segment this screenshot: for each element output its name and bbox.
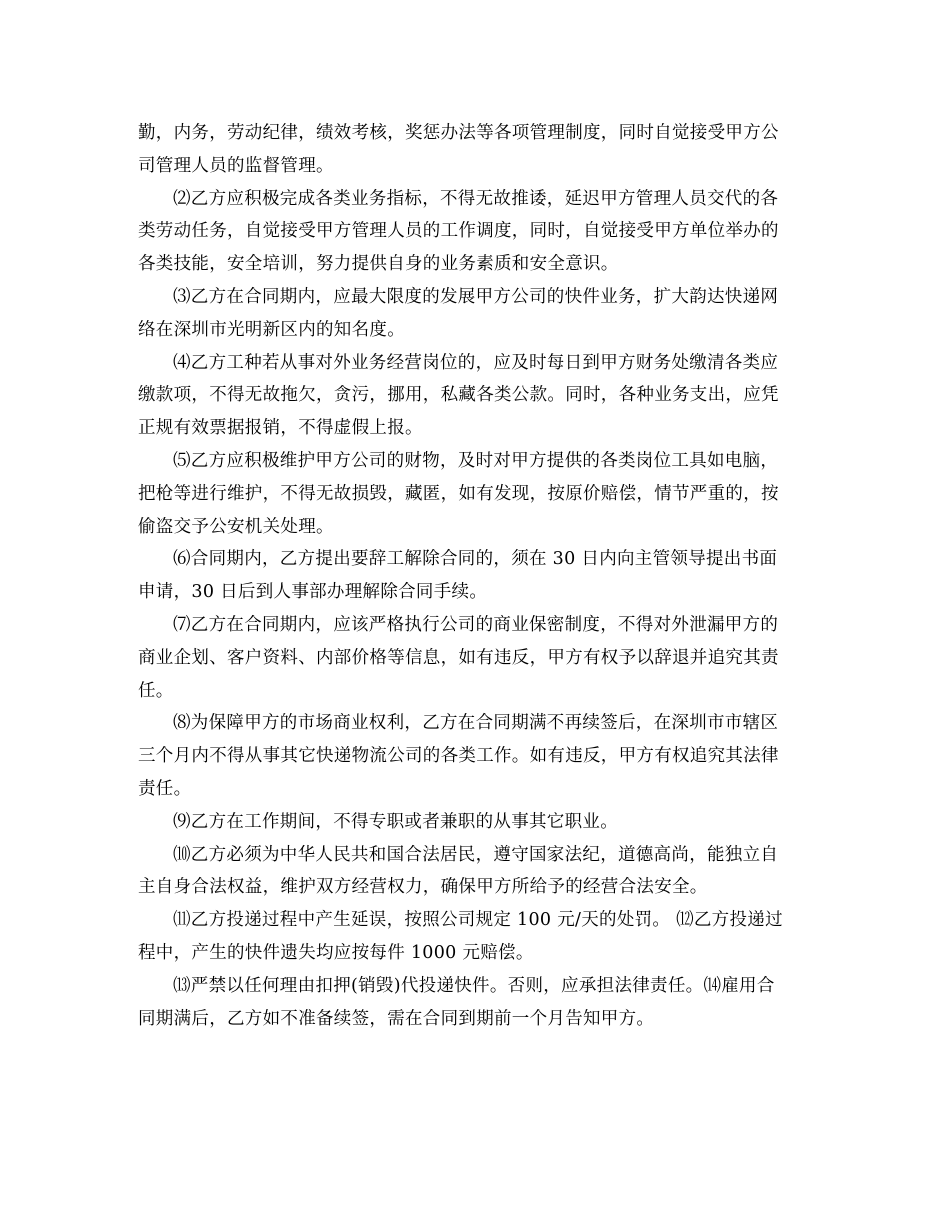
text-line: 各类技能，安全培训，努力提供自身的业务素质和安全意识。 — [138, 254, 619, 275]
text-line: 络在深圳市光明新区内的知名度。 — [138, 319, 405, 340]
text-line: ⑵乙方应积极完成各类业务指标，不得无故推诿，延迟甲方管理人员交代的各 — [173, 188, 779, 209]
text-line: 类劳动任务，自觉接受甲方管理人员的工作调度，同时，自觉接受甲方单位举办的 — [138, 221, 779, 242]
text-line: ⑹合同期内，乙方提出要辞工解除合同的，须在 30 日内向主管领导提出书面 — [173, 549, 778, 570]
text-line: ⑼乙方在工作期间，不得专职或者兼职的从事其它职业。 — [173, 811, 618, 832]
text-line: ⑷乙方工种若从事对外业务经营岗位的，应及时每日到甲方财务处缴清各类应 — [173, 352, 779, 373]
text-line: 同期满后，乙方如不准备续签，需在合同到期前一个月告知甲方。 — [138, 1008, 655, 1029]
text-line: 程中，产生的快件遗失均应按每件 1000 元赔偿。 — [138, 942, 534, 963]
text-line: ⒀严禁以任何理由扣押(销毁)代投递快件。否则，应承担法律责任。⒁雇用合 — [173, 975, 775, 996]
text-line: 正规有效票据报销，不得虚假上报。 — [138, 418, 423, 439]
text-line: 把枪等进行维护，不得无故损毁，藏匿，如有发现，按原价赔偿，情节严重的，按 — [138, 483, 779, 504]
text-line: 偷盗交予公安机关处理。 — [138, 516, 334, 537]
text-line: 三个月内不得从事其它快递物流公司的各类工作。如有违反，甲方有权追究其法律 — [138, 746, 779, 767]
text-line: 责任。 — [138, 778, 192, 799]
text-line: 申请，30 日后到人事部办理解除合同手续。 — [138, 582, 488, 603]
text-line: 主自身合法权益，维护双方经营权力，确保甲方所给予的经营合法安全。 — [138, 877, 708, 898]
text-line: 勤，内务，劳动纪律，绩效考核，奖惩办法等各项管理制度，同时自觉接受甲方公 — [138, 123, 779, 143]
text-line: 缴款项，不得无故拖欠，贪污，挪用，私藏各类公款。同时，各种业务支出，应凭 — [138, 385, 779, 406]
text-line: ⑺乙方在合同期内，应该严格执行公司的商业保密制度，不得对外泄漏甲方的 — [173, 614, 779, 635]
text-line: 任。 — [138, 680, 174, 701]
text-line: 司管理人员的监督管理。 — [138, 155, 334, 176]
document-body — [138, 117, 814, 1035]
text-line: 商业企划、客户资料、内部价格等信息，如有违反，甲方有权予以辞退并追究其责 — [138, 647, 779, 668]
text-line: ⑸乙方应积极维护甲方公司的财物，及时对甲方提供的各类岗位工具如电脑， — [173, 450, 779, 471]
text-line: ⑶乙方在合同期内，应最大限度的发展甲方公司的快件业务，扩大韵达快递网 — [173, 286, 779, 307]
text-line: ⑻为保障甲方的市场商业权利，乙方在合同期满不再续签后，在深圳市市辖区 — [173, 713, 779, 734]
text-line: ⑽乙方必须为中华人民共和国合法居民，遵守国家法纪，道德高尚，能独立自 — [173, 844, 779, 865]
text-line: ⑾乙方投递过程中产生延误，按照公司规定 100 元/天的处罚。 ⑿乙方投递过 — [173, 910, 783, 931]
